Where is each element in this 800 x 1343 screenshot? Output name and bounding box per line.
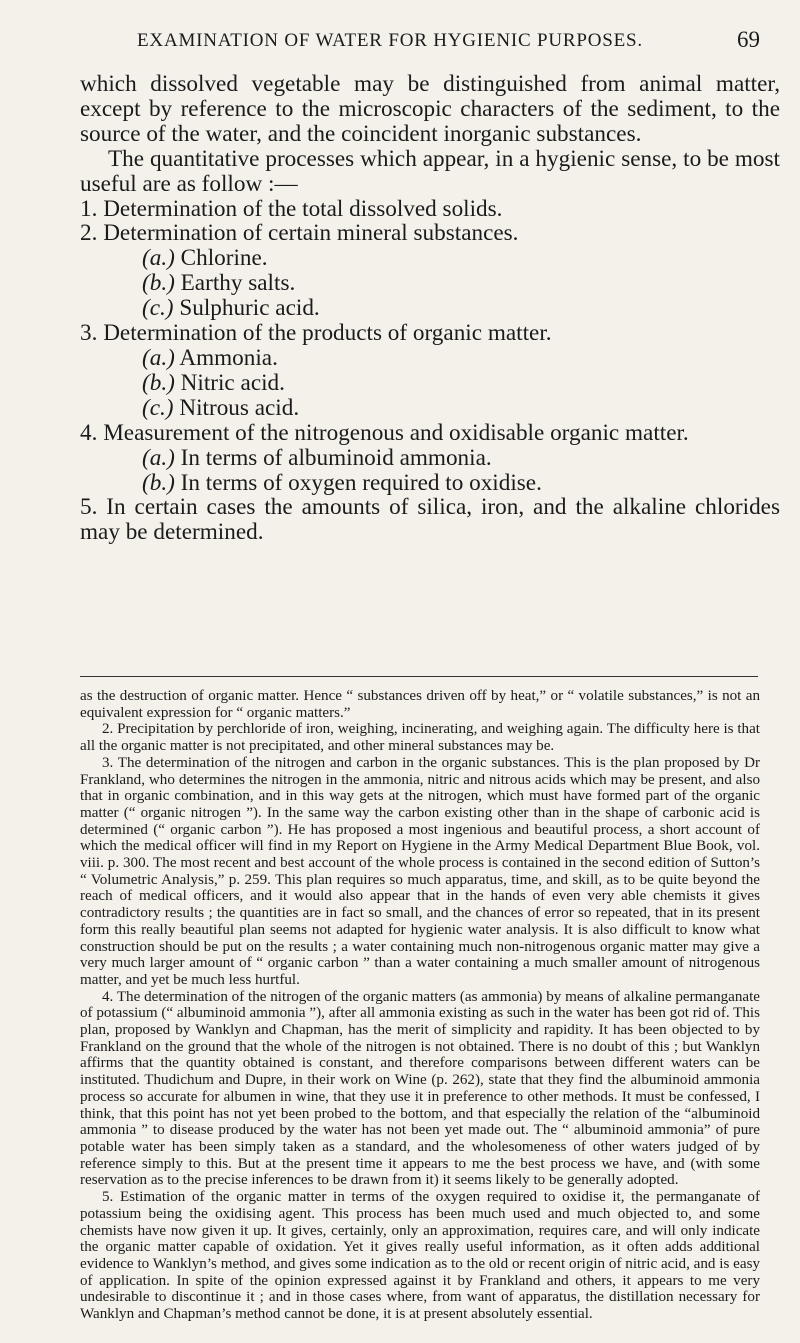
sub-item-mark: (a.) (142, 245, 175, 272)
list-item: 1. Determination of the total dissolved solids. (80, 195, 503, 222)
sub-list-item (80, 271, 780, 296)
running-title: EXAMINATION OF WATER FOR HYGIENIC PURPOSES. (137, 30, 643, 51)
list-item: 3. Determination of the products of organic matter. (80, 320, 552, 347)
opening-paragraph: which dissolved vegetable may be distinguished from animal matter, except by reference to the microscopic characters of the sediment, to the source of the water, and the coincident inorganic substances. (80, 71, 780, 147)
sub-item-text: In terms of oxygen required to oxidise. (174, 469, 542, 496)
list-item: 4. Measurement of the nitrogenous and oxidisable organic matter. (80, 419, 689, 446)
sub-item-mark: (c.) (142, 295, 174, 322)
page-header (80, 27, 760, 60)
sub-item-mark: (a.) (142, 444, 175, 471)
main-text (80, 72, 780, 545)
sub-item-mark: (b.) (142, 369, 175, 396)
footnote-divider (80, 676, 758, 677)
list-item: 5. In certain cases the amounts of silica, iron, and the alkaline chlorides may be determined. (80, 494, 780, 546)
sub-item-text: In terms of albuminoid ammonia. (174, 444, 492, 471)
sub-item-text: Nitrous acid. (173, 394, 300, 421)
sub-list-item (80, 471, 780, 496)
list-item: 2. Determination of certain mineral substances. (80, 220, 519, 247)
sub-list-item (80, 346, 780, 371)
sub-item-text: Ammonia. (174, 344, 278, 371)
sub-list-item (80, 396, 780, 421)
sub-item-text: Sulphuric acid. (173, 295, 320, 322)
sub-item-text: Earthy salts. (174, 270, 296, 297)
page-number: 69 (737, 27, 760, 52)
sub-item-text: Nitric acid. (174, 369, 285, 396)
sub-item-mark: (a.) (142, 344, 175, 371)
sub-item-mark: (b.) (142, 270, 175, 297)
footnote-paragraph: 3. The determination of the nitrogen and carbon in the organic substances. This is the plan proposed by Dr Frankland, who determines the nitrogen in the ammonia, nitric and nitrous acids which may be present, and also that in organic combination, and in this way gets at the nitrogen, which must have formed part of the organic matter (“ organic nitrogen ”). In the same way the carbon existing other than in the shape of carbonic acid is determined (“ organic carbon ”). He has proposed a most ingenious and beautiful process, a short account of which the medical officer will find in my Report on Hygiene in the Army Medical Department Blue Book, vol. viii. p. 300. The most recent and best account of the whole process is contained in the second edition of Sutton’s “ Volumetric Analysis,” p. 259. This plan requires so much apparatus, time, and skill, as to be quite beyond the reach of medical officers, and it would also appear that in the hands of even very able chemists it gives contradictory results ; the quantities are in fact so small, and the chances of error so repeated, that in its present form this really beautiful plan seems not adapted for hygienic water analysis. It is also difficult to know what construction should be put on the results ; a water containing much non-nitrogenous organic matter may give a very much larger amount of “ organic carbon ” than a water containing a much smaller amount of nitrogenous matter, and yet be much less hurtful. (80, 754, 760, 988)
footnote-continuation: as the destruction of organic matter. Hence “ substances driven off by heat,” or “ volatile substances,” is not an equivalent expression for “ organic matters.” (80, 688, 760, 721)
footnote-paragraph: 2. Precipitation by perchloride of iron, weighing, incinerating, and weighing again. The difficulty here is that all the organic matter is not precipitated, and other mineral substances may be. (80, 721, 760, 755)
sub-list-item (80, 446, 780, 471)
sub-item-mark: (b.) (142, 469, 175, 496)
sub-list-item (80, 371, 780, 396)
sub-item-mark: (c.) (142, 394, 174, 421)
sub-item-text: Chlorine. (174, 245, 268, 272)
sub-list-item (80, 296, 780, 321)
sub-list-item (80, 246, 780, 271)
intro-paragraph: The quantitative processes which appear, in a hygienic sense, to be most useful are as follow :— (80, 145, 780, 197)
footnote-paragraph: 4. The determination of the nitrogen of the organic matters (as ammonia) by means of alkaline permanganate of potassium (“ albuminoid ammonia ”), after all ammonia existing as such in the water has been got rid of. This plan, proposed by Wanklyn and Chapman, has the merit of simplicity and rapidity. It has been objected to by Frankland on the ground that the whole of the nitrogen is not obtained. There is no doubt of this ; but Wanklyn affirms that the quantity obtained is constant, and therefore comparisons between different waters can be instituted. Thudichum and Dupre, in their work on Wine (p. 262), state that they find the albuminoid ammonia process so accurate for albumen in wine, that they use it in preference to other methods. It must be confessed, I think, that this point has not yet been probed to the bottom, and that especially the relation of the “albuminoid ammonia ” to disease produced by the water has not been yet made out. The “ albuminoid ammonia” of pure potable water has been simply taken as a standard, and the wholesomeness of other waters judged of by reference simply to this. But at the present time it appears to me the best process we have, and (with some reservation as to the precise inferences to be drawn from it) it seems likely to be generally adopted. (80, 988, 760, 1189)
footnotes (80, 688, 760, 1323)
footnote-paragraph: 5. Estimation of the organic matter in terms of the oxygen required to oxidise it, the permanganate of potassium being the oxidising agent. This process has been much used and much objected to, and some chemists have now given it up. It gives, certainly, only an approximation, requires care, and will only indicate the organic matter capable of oxidation. Yet it gives really useful information, as it often adds additional evidence to Wanklyn’s method, and gives some indication as to the old or recent origin of nitric acid, and is easy of application. In spite of the opinion expressed against it by Frankland and others, it appears to me very undesirable to discontinue it ; and in those cases where, from want of apparatus, the distillation necessary for Wanklyn and Chapman’s method cannot be done, it is at present absolutely essential. (80, 1189, 760, 1323)
